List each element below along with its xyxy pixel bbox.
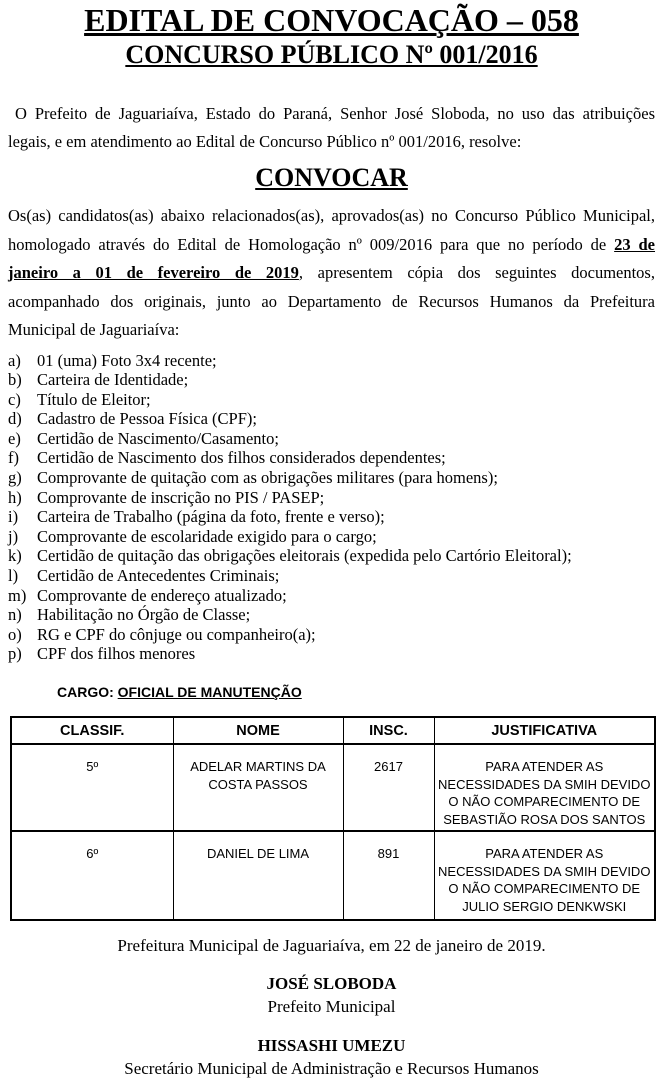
body-paragraph	[8, 202, 655, 345]
body-line-2: homologado através do Edital de Homologação nº 009/2016 para que no período de 23 de	[8, 234, 656, 254]
signature-title: Prefeito Municipal	[267, 997, 396, 1016]
col-header-classif: CLASSIF.	[11, 717, 173, 744]
list-item: i) Carteira de Trabalho (página da foto, frente e verso);	[8, 507, 385, 527]
table-row	[11, 744, 655, 831]
cell-justificativa: PARA ATENDER AS NECESSIDADES DA SMIH DEVIDO O NÃO COMPARECIMENTO DE SEBASTIÃO ROSA DOS SANTOS	[434, 744, 655, 831]
col-header-justificativa: JUSTIFICATIVA	[434, 717, 655, 744]
table-header-row	[11, 717, 655, 744]
cargo-line	[57, 684, 655, 701]
list-item: e) Certidão de Nascimento/Casamento;	[8, 428, 279, 448]
convocar-heading: CONVOCAR	[255, 163, 408, 192]
list-item: b) Carteira de Identidade;	[8, 370, 189, 390]
cell-nome: ADELAR MARTINS DA COSTA PASSOS	[173, 744, 343, 831]
list-item: d) Cadastro de Pessoa Física (CPF);	[8, 409, 257, 429]
list-item: h) Comprovante de inscrição no PIS / PASEP;	[8, 487, 325, 507]
intro-paragraph	[8, 100, 655, 156]
intro-line-2: legais, e em atendimento ao Edital de Concurso Público nº 001/2016, resolve:	[8, 132, 522, 151]
cell-insc: 891	[343, 831, 434, 920]
list-item: o) RG e CPF do cônjuge ou companheiro(a);	[8, 624, 316, 644]
page-title: EDITAL DE CONVOCAÇÃO – 058	[84, 2, 579, 38]
cell-nome: DANIEL DE LIMA	[173, 831, 343, 920]
list-item: j) Comprovante de escolaridade exigido para o cargo;	[8, 526, 377, 546]
cell-classif: 5º	[11, 744, 173, 831]
col-header-insc: INSC.	[343, 717, 434, 744]
list-item: k) Certidão de quitação das obrigações eleitorais (expedida pelo Cartório Eleitoral);	[8, 546, 572, 566]
page-subtitle: CONCURSO PÚBLICO Nº 001/2016	[125, 40, 538, 69]
list-item: g) Comprovante de quitação com as obrigações militares (para homens);	[8, 468, 498, 488]
body-line-1: Os(as) candidatos(as) abaixo relacionados(as), aprovados(as) no Concurso Público Municipal,	[8, 206, 655, 225]
cell-insc: 2617	[343, 744, 434, 831]
cell-justificativa: PARA ATENDER AS NECESSIDADES DA SMIH DEVIDO O NÃO COMPARECIMENTO DE JULIO SERGIO DENKWSKI	[434, 831, 655, 920]
col-header-nome: NOME	[173, 717, 343, 744]
signature-name: JOSÉ SLOBODA	[266, 974, 397, 993]
footer-date: Prefeitura Municipal de Jaguariaíva, em 22 de janeiro de 2019.	[117, 936, 546, 955]
date-range-emphasis: 23 de	[614, 234, 656, 254]
list-item: p) CPF dos filhos menores	[8, 644, 196, 664]
list-item: m) Comprovante de endereço atualizado;	[8, 585, 287, 605]
list-item: a) 01 (uma) Foto 3x4 recente;	[8, 350, 217, 370]
list-item: n) Habilitação no Órgão de Classe;	[8, 605, 251, 625]
candidates-table	[10, 716, 656, 921]
cargo-value: OFICIAL DE MANUTENÇÃO	[117, 684, 302, 700]
list-item: l) Certidão de Antecedentes Criminais;	[8, 566, 280, 586]
table-row	[11, 831, 655, 920]
body-line-5: Municipal de Jaguariaíva:	[8, 320, 180, 339]
signature-block-2	[8, 1035, 655, 1078]
signature-title: Secretário Municipal de Administração e Recursos Humanos	[124, 1059, 539, 1078]
body-line-4: acompanhado dos originais, junto ao Departamento de Recursos Humanos da Prefeitura	[8, 291, 655, 311]
signature-block-1	[8, 973, 655, 1019]
signature-name: HISSASHI UMEZU	[257, 1036, 406, 1055]
intro-line-1: O Prefeito de Jaguariaíva, Estado do Paraná, Senhor José Sloboda, no uso das atribuições	[15, 104, 655, 123]
document-list	[8, 351, 655, 665]
body-line-3: janeiro a 01 de fevereiro de 2019, apresentem cópia dos seguintes documentos,	[8, 263, 655, 282]
date-range-emphasis: janeiro a 01 de fevereiro de 2019	[8, 263, 299, 282]
list-item: f) Certidão de Nascimento dos filhos considerados dependentes;	[8, 448, 446, 468]
cell-classif: 6º	[11, 831, 173, 920]
list-item: c) Título de Eleitor;	[8, 389, 151, 409]
cargo-label: CARGO:	[57, 684, 114, 700]
